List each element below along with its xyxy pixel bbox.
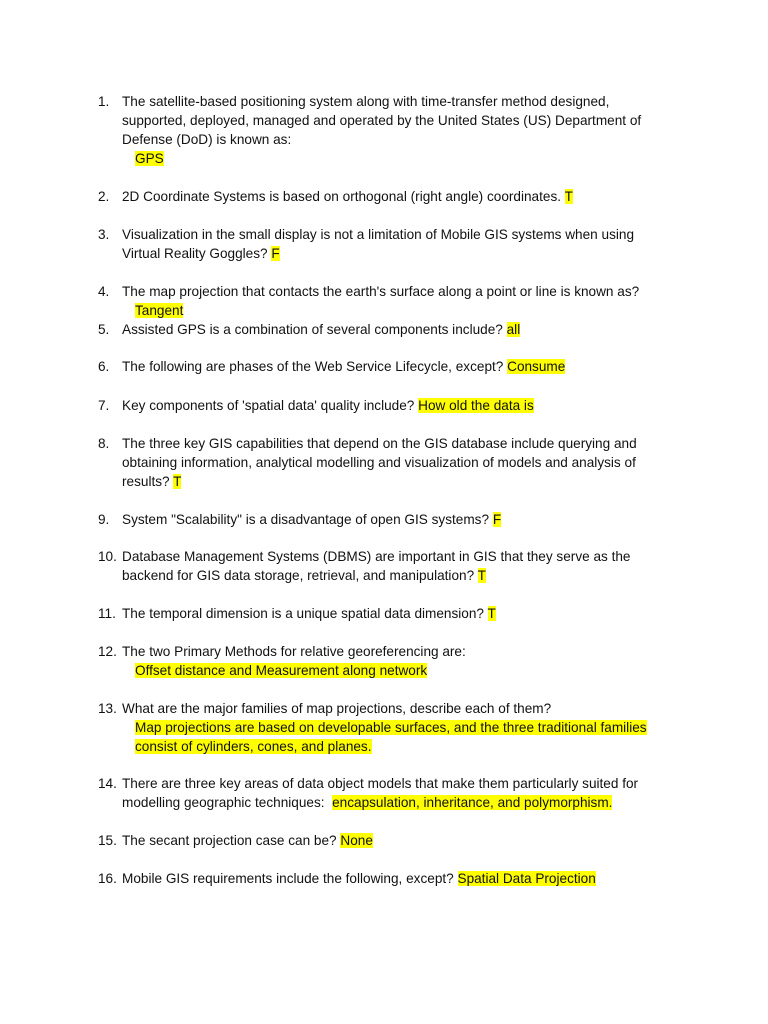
question-item bbox=[98, 511, 673, 530]
question-number: 5. bbox=[98, 322, 110, 337]
answer-highlight: None bbox=[340, 833, 373, 848]
question-text: What are the major families of map projections, describe each of them? bbox=[122, 701, 552, 716]
question-number: 2. bbox=[98, 189, 110, 204]
question-text: Visualization in the small display is not a limitation of Mobile GIS systems when using bbox=[122, 227, 635, 242]
answer-highlight: Tangent bbox=[135, 302, 184, 318]
question-item bbox=[98, 226, 673, 264]
question-number: 14. bbox=[98, 776, 117, 791]
question-text: The following are phases of the Web Service Lifecycle, except? bbox=[122, 359, 508, 374]
answer-highlight: T bbox=[487, 606, 496, 621]
question-text: 2D Coordinate Systems is based on orthogonal (right angle) coordinates. bbox=[122, 189, 565, 204]
answer-highlight: T bbox=[477, 567, 486, 583]
question-item bbox=[98, 93, 673, 169]
answer-highlight: T bbox=[564, 189, 573, 204]
question-number: 10. bbox=[98, 549, 117, 564]
question-text: Virtual Reality Goggles? bbox=[122, 245, 272, 261]
question-text: The temporal dimension is a unique spatial data dimension? bbox=[122, 606, 488, 621]
question-text: supported, deployed, managed and operated by the United States (US) Department of bbox=[122, 112, 642, 128]
question-number: 11. bbox=[98, 606, 116, 621]
question-item bbox=[98, 435, 673, 492]
answer-highlight: Offset distance and Measurement along network bbox=[135, 662, 428, 678]
answer-highlight: consist of cylinders, cones, and planes. bbox=[135, 738, 372, 754]
question-number: 7. bbox=[98, 398, 110, 413]
answer-highlight: F bbox=[492, 512, 502, 527]
question-number: 8. bbox=[98, 436, 110, 451]
question-text: The secant projection case can be? bbox=[122, 833, 341, 848]
question-number: 4. bbox=[98, 284, 110, 299]
question-item bbox=[98, 870, 673, 889]
question-text: The two Primary Methods for relative georeferencing are: bbox=[122, 644, 466, 659]
question-number: 9. bbox=[98, 512, 110, 527]
question-number: 3. bbox=[98, 227, 110, 242]
answer-highlight: F bbox=[271, 245, 280, 261]
question-number: 12. bbox=[98, 644, 117, 659]
question-text: obtaining information, analytical modelling and visualization of models and analysis of bbox=[122, 454, 636, 470]
question-text: backend for GIS data storage, retrieval, and manipulation? bbox=[122, 567, 478, 583]
question-item bbox=[98, 643, 673, 681]
question-item bbox=[98, 188, 673, 207]
answer-highlight: Spatial Data Projection bbox=[457, 871, 596, 886]
answer-highlight: Consume bbox=[507, 359, 566, 374]
question-item bbox=[98, 283, 673, 321]
question-number: 6. bbox=[98, 359, 110, 374]
question-item bbox=[98, 775, 673, 813]
answer-highlight: encapsulation, inheritance, and polymorphism. bbox=[332, 794, 613, 810]
question-text: Key components of 'spatial data' quality include? bbox=[122, 398, 419, 413]
question-text: Database Management Systems (DBMS) are important in GIS that they serve as the bbox=[122, 549, 631, 564]
question-item bbox=[98, 700, 673, 757]
question-text: System "Scalability" is a disadvantage of open GIS systems? bbox=[122, 512, 493, 527]
question-text: The satellite-based positioning system along with time-transfer method designed, bbox=[122, 94, 610, 109]
answer-highlight: GPS bbox=[135, 150, 164, 166]
question-item bbox=[98, 605, 673, 624]
answer-highlight: T bbox=[173, 473, 182, 489]
answer-highlight: all bbox=[506, 322, 521, 337]
question-text: There are three key areas of data object models that make them particularly suited for bbox=[122, 776, 639, 791]
question-item bbox=[98, 397, 673, 416]
question-item bbox=[98, 832, 673, 851]
question-number: 15. bbox=[98, 833, 117, 848]
question-item bbox=[98, 358, 673, 377]
question-text: The three key GIS capabilities that depend on the GIS database include querying and bbox=[122, 436, 637, 451]
question-number: 1. bbox=[98, 94, 110, 109]
answer-highlight: How old the data is bbox=[418, 398, 534, 413]
question-text: The map projection that contacts the earth's surface along a point or line is known as? bbox=[122, 284, 640, 299]
question-number: 16. bbox=[98, 871, 117, 886]
question-text: Assisted GPS is a combination of several components include? bbox=[122, 322, 507, 337]
question-item bbox=[98, 321, 673, 340]
question-text: Defense (DoD) is known as: bbox=[122, 131, 292, 147]
answer-highlight: Map projections are based on developable surfaces, and the three traditional families bbox=[135, 719, 647, 735]
question-text: results? bbox=[122, 473, 174, 489]
question-text: Mobile GIS requirements include the following, except? bbox=[122, 871, 458, 886]
question-item bbox=[98, 548, 673, 586]
question-number: 13. bbox=[98, 701, 117, 716]
question-text: modelling geographic techniques: bbox=[122, 794, 333, 810]
